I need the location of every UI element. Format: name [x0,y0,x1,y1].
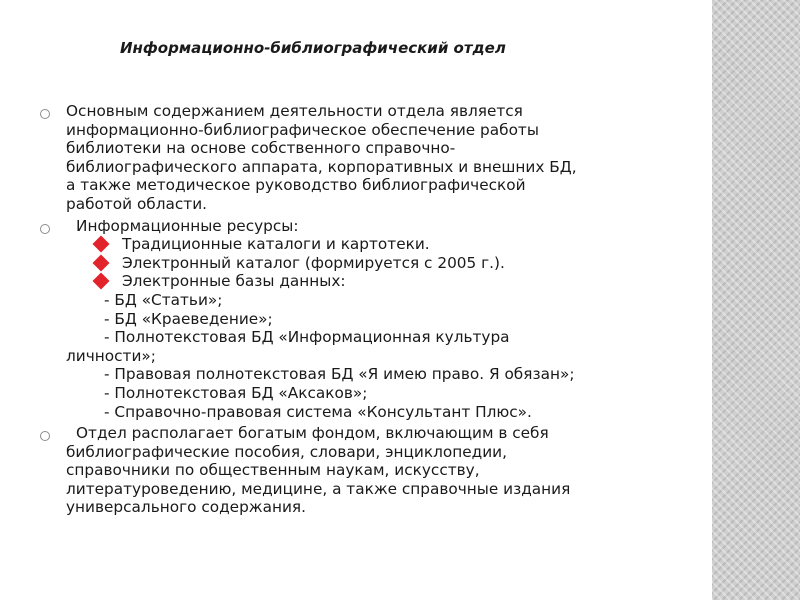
resources-heading: Информационные ресурсы: [76,216,299,235]
red-diamond-icon [93,236,110,253]
text-line: Отдел располагает богатым фондом, включающим в себя [76,424,549,443]
resource-label: Электронный каталог (формируется с 2005 г.). [122,253,505,272]
text-line: библиографические пособия, словари, энциклопедии, [66,442,507,461]
bullet-paragraph-2 [40,217,700,422]
circle-bullet-icon [40,224,50,234]
resource-item [66,254,700,273]
text-line: а также методическое руководство библиографической [66,176,526,195]
database-item: - Справочно-правовая система «Консультант Плюс». [104,402,532,421]
database-item: - БД «Статьи»; [104,290,223,309]
text-line: универсального содержания. [66,498,306,517]
circle-bullet-icon [40,109,50,119]
slide-title: Информационно-библиографический отдел [120,39,506,57]
text-line: литературоведению, медицине, а также справочные издания [66,479,571,498]
database-item: - Полнотекстовая БД «Информационная культура [104,328,510,347]
red-diamond-icon [93,254,110,271]
resource-item [66,235,700,254]
resource-label: Традиционные каталоги и картотеки. [122,235,430,254]
circle-bullet-icon [40,431,50,441]
database-item: - Правовая полнотекстовая БД «Я имею право. Я обязан»; [104,365,575,384]
slide-content [40,102,700,517]
database-item: - БД «Краеведение»; [104,309,273,328]
resource-label: Электронные базы данных: [122,272,346,291]
bullet-paragraph-3 [40,424,700,517]
bullet-paragraph-1 [40,102,700,214]
text-line: работой области. [66,194,208,213]
database-item: - Полнотекстовая БД «Аксаков»; [104,383,368,402]
text-line: библиотеки на основе собственного справочно- [66,139,456,158]
red-diamond-icon [93,273,110,290]
text-line: Основным содержанием деятельности отдела является [66,102,523,120]
text-line: информационно-библиографическое обеспечение работы [66,120,539,139]
database-item-continuation: личности»; [66,346,156,365]
resource-item [66,272,700,291]
text-line: библиографического аппарата, корпоративных и внешних БД, [66,157,577,176]
text-line: справочники по общественным наукам, искусству, [66,461,480,480]
decorative-side-band [712,0,800,600]
